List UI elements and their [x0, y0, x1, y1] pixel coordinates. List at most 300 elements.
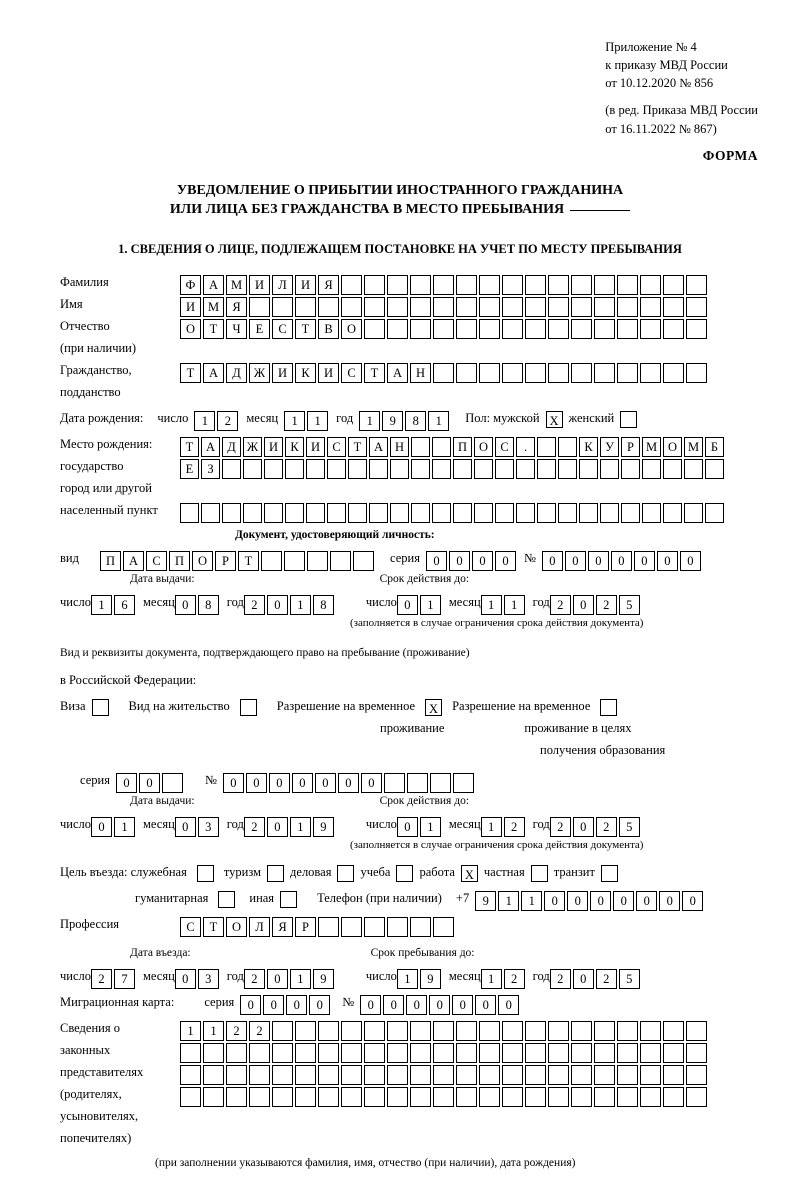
char-box[interactable]: 2 [244, 969, 265, 989]
char-box[interactable]: 3 [198, 817, 219, 837]
citizenship-boxes[interactable] [180, 363, 709, 383]
char-box[interactable]: А [369, 437, 388, 457]
char-box[interactable]: К [579, 437, 598, 457]
char-box[interactable]: Ф [180, 275, 201, 295]
char-box[interactable] [295, 1043, 316, 1063]
birthplace-state-boxes[interactable] [180, 437, 726, 457]
char-box[interactable] [341, 297, 362, 317]
char-box[interactable] [222, 503, 241, 523]
char-box[interactable] [705, 503, 724, 523]
char-box[interactable] [432, 503, 451, 523]
char-box[interactable] [387, 275, 408, 295]
char-box[interactable] [686, 1065, 707, 1085]
purpose-study-checkbox[interactable] [396, 865, 413, 882]
purpose-tourism-checkbox[interactable] [267, 865, 284, 882]
char-box[interactable] [387, 1065, 408, 1085]
char-box[interactable] [387, 1043, 408, 1063]
char-box[interactable]: А [201, 437, 220, 457]
char-box[interactable] [453, 459, 472, 479]
doc-valid-month-boxes[interactable] [481, 595, 527, 615]
char-box[interactable]: Д [226, 363, 247, 383]
residence-permit-checkbox[interactable] [240, 699, 257, 716]
char-box[interactable] [267, 865, 284, 882]
entry-day-boxes[interactable] [91, 969, 137, 989]
char-box[interactable] [369, 459, 388, 479]
char-box[interactable] [364, 297, 385, 317]
char-box[interactable]: 0 [175, 595, 196, 615]
char-box[interactable]: 5 [619, 817, 640, 837]
char-box[interactable]: 0 [588, 551, 609, 571]
char-box[interactable] [548, 297, 569, 317]
char-box[interactable] [640, 297, 661, 317]
char-box[interactable] [594, 1021, 615, 1041]
char-box[interactable] [364, 1043, 385, 1063]
char-box[interactable] [218, 891, 235, 908]
stay-valid-month-boxes[interactable] [481, 817, 527, 837]
char-box[interactable]: Х [425, 699, 442, 716]
char-box[interactable] [306, 459, 325, 479]
char-box[interactable] [571, 363, 592, 383]
char-box[interactable] [249, 297, 270, 317]
char-box[interactable] [579, 503, 598, 523]
char-box[interactable] [318, 1065, 339, 1085]
char-box[interactable]: К [295, 363, 316, 383]
char-box[interactable] [453, 773, 474, 793]
char-box[interactable]: И [295, 275, 316, 295]
char-box[interactable] [92, 699, 109, 716]
char-box[interactable] [479, 297, 500, 317]
char-box[interactable]: Т [180, 437, 199, 457]
char-box[interactable]: Е [180, 459, 199, 479]
char-box[interactable]: 0 [175, 817, 196, 837]
char-box[interactable] [433, 1065, 454, 1085]
char-box[interactable] [571, 297, 592, 317]
char-box[interactable]: 0 [544, 891, 565, 911]
char-box[interactable] [594, 297, 615, 317]
char-box[interactable] [341, 917, 362, 937]
char-box[interactable] [272, 1087, 293, 1107]
char-box[interactable]: 8 [405, 411, 426, 431]
char-box[interactable] [280, 891, 297, 908]
char-box[interactable]: Н [390, 437, 409, 457]
char-box[interactable] [479, 319, 500, 339]
char-box[interactable]: О [341, 319, 362, 339]
char-box[interactable] [390, 459, 409, 479]
stay-to-month-boxes[interactable] [481, 969, 527, 989]
char-box[interactable] [663, 1021, 684, 1041]
char-box[interactable] [474, 503, 493, 523]
purpose-service-checkbox[interactable] [197, 865, 214, 882]
char-box[interactable] [433, 319, 454, 339]
char-box[interactable]: Т [180, 363, 201, 383]
char-box[interactable] [640, 363, 661, 383]
char-box[interactable] [686, 275, 707, 295]
char-box[interactable]: 7 [114, 969, 135, 989]
char-box[interactable] [272, 1021, 293, 1041]
char-box[interactable] [479, 275, 500, 295]
char-box[interactable]: 0 [263, 995, 284, 1015]
char-box[interactable] [243, 459, 262, 479]
char-box[interactable] [621, 503, 640, 523]
char-box[interactable] [226, 1087, 247, 1107]
char-box[interactable] [620, 411, 637, 428]
char-box[interactable]: О [226, 917, 247, 937]
char-box[interactable] [249, 1087, 270, 1107]
char-box[interactable] [617, 297, 638, 317]
char-box[interactable] [548, 363, 569, 383]
char-box[interactable] [571, 1087, 592, 1107]
char-box[interactable] [264, 503, 283, 523]
name-boxes[interactable] [180, 297, 709, 317]
char-box[interactable] [456, 1065, 477, 1085]
char-box[interactable]: 0 [567, 891, 588, 911]
char-box[interactable]: 2 [217, 411, 238, 431]
char-box[interactable] [502, 1065, 523, 1085]
char-box[interactable] [502, 1087, 523, 1107]
char-box[interactable]: 0 [475, 995, 496, 1015]
char-box[interactable] [502, 1043, 523, 1063]
purpose-humanitarian-checkbox[interactable] [218, 891, 235, 908]
char-box[interactable]: Л [272, 275, 293, 295]
char-box[interactable]: 1 [498, 891, 519, 911]
char-box[interactable]: . [516, 437, 535, 457]
char-box[interactable]: М [684, 437, 703, 457]
char-box[interactable]: Р [215, 551, 236, 571]
char-box[interactable] [502, 297, 523, 317]
char-box[interactable] [295, 297, 316, 317]
char-box[interactable] [180, 1065, 201, 1085]
birth-month-boxes[interactable] [284, 411, 330, 431]
char-box[interactable] [663, 503, 682, 523]
stay-to-day-boxes[interactable] [397, 969, 443, 989]
char-box[interactable]: Ж [243, 437, 262, 457]
char-box[interactable]: 0 [498, 995, 519, 1015]
edu-residence-checkbox[interactable] [600, 699, 617, 716]
char-box[interactable] [502, 319, 523, 339]
char-box[interactable]: 0 [267, 595, 288, 615]
char-box[interactable]: С [146, 551, 167, 571]
char-box[interactable] [663, 363, 684, 383]
char-box[interactable]: Т [348, 437, 367, 457]
char-box[interactable] [516, 459, 535, 479]
stay-issue-month-boxes[interactable] [175, 817, 221, 837]
char-box[interactable] [410, 1087, 431, 1107]
char-box[interactable] [640, 1065, 661, 1085]
doc-valid-day-boxes[interactable] [397, 595, 443, 615]
doc-series-boxes[interactable] [426, 551, 518, 571]
char-box[interactable]: 6 [114, 595, 135, 615]
char-box[interactable] [364, 1021, 385, 1041]
char-box[interactable]: И [249, 275, 270, 295]
char-box[interactable]: 1 [180, 1021, 201, 1041]
char-box[interactable] [203, 1043, 224, 1063]
char-box[interactable] [548, 1021, 569, 1041]
char-box[interactable] [601, 865, 618, 882]
char-box[interactable] [433, 297, 454, 317]
char-box[interactable]: И [264, 437, 283, 457]
char-box[interactable]: П [453, 437, 472, 457]
char-box[interactable]: Л [249, 917, 270, 937]
char-box[interactable] [686, 1021, 707, 1041]
char-box[interactable]: 0 [139, 773, 160, 793]
char-box[interactable]: 1 [284, 411, 305, 431]
legal-reps-row-1[interactable] [180, 1021, 709, 1041]
char-box[interactable]: 0 [267, 817, 288, 837]
char-box[interactable] [474, 459, 493, 479]
birthplace-city-boxes[interactable] [180, 459, 726, 479]
char-box[interactable] [571, 319, 592, 339]
char-box[interactable] [456, 363, 477, 383]
char-box[interactable]: 1 [114, 817, 135, 837]
char-box[interactable] [456, 297, 477, 317]
char-box[interactable] [525, 363, 546, 383]
purpose-work-checkbox[interactable] [461, 865, 478, 882]
char-box[interactable]: Т [203, 319, 224, 339]
char-box[interactable]: З [201, 459, 220, 479]
char-box[interactable] [410, 297, 431, 317]
char-box[interactable]: 0 [246, 773, 267, 793]
doc-issue-year-boxes[interactable] [244, 595, 336, 615]
char-box[interactable]: Т [238, 551, 259, 571]
char-box[interactable]: 0 [565, 551, 586, 571]
stay-series-boxes[interactable] [116, 773, 185, 793]
char-box[interactable] [410, 275, 431, 295]
char-box[interactable] [571, 1065, 592, 1085]
char-box[interactable] [479, 1043, 500, 1063]
char-box[interactable] [411, 437, 430, 457]
char-box[interactable] [264, 459, 283, 479]
char-box[interactable] [433, 1087, 454, 1107]
char-box[interactable]: 0 [611, 551, 632, 571]
char-box[interactable]: Х [546, 411, 563, 428]
char-box[interactable]: 0 [292, 773, 313, 793]
char-box[interactable]: 2 [596, 595, 617, 615]
char-box[interactable]: О [192, 551, 213, 571]
char-box[interactable] [525, 1043, 546, 1063]
char-box[interactable]: О [180, 319, 201, 339]
surname-boxes[interactable] [180, 275, 709, 295]
char-box[interactable] [594, 1043, 615, 1063]
char-box[interactable]: 0 [175, 969, 196, 989]
char-box[interactable] [432, 459, 451, 479]
char-box[interactable] [640, 1087, 661, 1107]
char-box[interactable] [479, 1021, 500, 1041]
char-box[interactable]: С [327, 437, 346, 457]
char-box[interactable] [330, 551, 351, 571]
char-box[interactable] [456, 1021, 477, 1041]
char-box[interactable] [686, 319, 707, 339]
char-box[interactable]: 0 [223, 773, 244, 793]
char-box[interactable] [525, 319, 546, 339]
char-box[interactable] [348, 503, 367, 523]
char-box[interactable]: 1 [290, 817, 311, 837]
char-box[interactable]: П [169, 551, 190, 571]
legal-reps-row-2[interactable] [180, 1043, 709, 1063]
char-box[interactable]: 0 [659, 891, 680, 911]
char-box[interactable] [594, 319, 615, 339]
char-box[interactable] [479, 363, 500, 383]
char-box[interactable] [432, 437, 451, 457]
char-box[interactable] [341, 275, 362, 295]
char-box[interactable] [433, 275, 454, 295]
char-box[interactable] [600, 699, 617, 716]
char-box[interactable]: 0 [680, 551, 701, 571]
char-box[interactable]: Х [461, 865, 478, 882]
char-box[interactable]: 0 [309, 995, 330, 1015]
char-box[interactable] [502, 363, 523, 383]
char-box[interactable] [617, 1043, 638, 1063]
char-box[interactable]: 1 [420, 817, 441, 837]
char-box[interactable] [663, 319, 684, 339]
char-box[interactable] [327, 459, 346, 479]
char-box[interactable]: 0 [426, 551, 447, 571]
char-box[interactable] [318, 1021, 339, 1041]
char-box[interactable] [387, 1087, 408, 1107]
char-box[interactable] [617, 319, 638, 339]
char-box[interactable] [226, 1043, 247, 1063]
char-box[interactable] [537, 437, 556, 457]
legal-reps-row-4[interactable] [180, 1087, 709, 1107]
char-box[interactable]: 1 [481, 969, 502, 989]
char-box[interactable]: 0 [573, 595, 594, 615]
char-box[interactable] [479, 1087, 500, 1107]
char-box[interactable] [548, 275, 569, 295]
char-box[interactable] [364, 319, 385, 339]
char-box[interactable]: 0 [361, 773, 382, 793]
char-box[interactable]: 0 [590, 891, 611, 911]
char-box[interactable] [640, 275, 661, 295]
char-box[interactable]: 9 [420, 969, 441, 989]
char-box[interactable]: 0 [91, 817, 112, 837]
char-box[interactable] [240, 699, 257, 716]
char-box[interactable] [663, 1043, 684, 1063]
char-box[interactable] [571, 1021, 592, 1041]
char-box[interactable] [387, 917, 408, 937]
char-box[interactable]: 9 [475, 891, 496, 911]
char-box[interactable]: Ж [249, 363, 270, 383]
char-box[interactable] [456, 1087, 477, 1107]
char-box[interactable] [663, 1087, 684, 1107]
birth-year-boxes[interactable] [359, 411, 451, 431]
char-box[interactable] [341, 1043, 362, 1063]
char-box[interactable] [318, 297, 339, 317]
char-box[interactable]: 0 [472, 551, 493, 571]
char-box[interactable]: А [387, 363, 408, 383]
purpose-private-checkbox[interactable] [531, 865, 548, 882]
char-box[interactable] [411, 503, 430, 523]
char-box[interactable]: 0 [657, 551, 678, 571]
legal-reps-row-3[interactable] [180, 1065, 709, 1085]
char-box[interactable] [226, 1065, 247, 1085]
char-box[interactable] [387, 1021, 408, 1041]
char-box[interactable] [617, 363, 638, 383]
char-box[interactable] [180, 1043, 201, 1063]
char-box[interactable] [180, 503, 199, 523]
char-box[interactable]: 2 [91, 969, 112, 989]
char-box[interactable] [222, 459, 241, 479]
char-box[interactable] [295, 1065, 316, 1085]
char-box[interactable] [686, 297, 707, 317]
char-box[interactable]: 0 [542, 551, 563, 571]
stay-number-boxes[interactable] [223, 773, 476, 793]
char-box[interactable]: 1 [521, 891, 542, 911]
char-box[interactable]: 0 [682, 891, 703, 911]
char-box[interactable] [410, 1043, 431, 1063]
stay-issue-day-boxes[interactable] [91, 817, 137, 837]
char-box[interactable] [396, 865, 413, 882]
char-box[interactable]: 0 [286, 995, 307, 1015]
char-box[interactable]: 0 [397, 817, 418, 837]
char-box[interactable]: 0 [338, 773, 359, 793]
char-box[interactable] [495, 459, 514, 479]
char-box[interactable]: М [203, 297, 224, 317]
purpose-business-checkbox[interactable] [337, 865, 354, 882]
profession-boxes[interactable] [180, 917, 456, 937]
char-box[interactable] [502, 1021, 523, 1041]
char-box[interactable] [295, 1021, 316, 1041]
char-box[interactable] [430, 773, 451, 793]
char-box[interactable]: Ч [226, 319, 247, 339]
char-box[interactable]: 0 [573, 969, 594, 989]
char-box[interactable] [327, 503, 346, 523]
char-box[interactable]: 1 [420, 595, 441, 615]
char-box[interactable]: 0 [116, 773, 137, 793]
char-box[interactable] [433, 363, 454, 383]
char-box[interactable] [594, 363, 615, 383]
char-box[interactable] [364, 275, 385, 295]
char-box[interactable] [318, 1043, 339, 1063]
char-box[interactable] [495, 503, 514, 523]
char-box[interactable] [642, 503, 661, 523]
char-box[interactable]: 2 [596, 969, 617, 989]
char-box[interactable]: 1 [290, 969, 311, 989]
char-box[interactable]: Н [410, 363, 431, 383]
char-box[interactable] [162, 773, 183, 793]
char-box[interactable]: С [180, 917, 201, 937]
char-box[interactable] [686, 1087, 707, 1107]
char-box[interactable]: 9 [313, 817, 334, 837]
char-box[interactable]: 2 [550, 969, 571, 989]
char-box[interactable] [201, 503, 220, 523]
char-box[interactable]: 5 [619, 969, 640, 989]
char-box[interactable]: А [123, 551, 144, 571]
char-box[interactable] [600, 459, 619, 479]
char-box[interactable] [525, 275, 546, 295]
char-box[interactable]: 9 [313, 969, 334, 989]
char-box[interactable] [571, 1043, 592, 1063]
char-box[interactable]: 1 [428, 411, 449, 431]
stay-valid-year-boxes[interactable] [550, 817, 642, 837]
doc-valid-year-boxes[interactable] [550, 595, 642, 615]
char-box[interactable] [594, 275, 615, 295]
char-box[interactable]: 0 [397, 595, 418, 615]
char-box[interactable] [272, 1065, 293, 1085]
char-box[interactable] [621, 459, 640, 479]
char-box[interactable] [407, 773, 428, 793]
char-box[interactable] [261, 551, 282, 571]
char-box[interactable] [353, 551, 374, 571]
char-box[interactable]: 0 [573, 817, 594, 837]
char-box[interactable] [285, 459, 304, 479]
birth-day-boxes[interactable] [194, 411, 240, 431]
char-box[interactable] [617, 1087, 638, 1107]
char-box[interactable]: 1 [481, 595, 502, 615]
char-box[interactable]: 1 [307, 411, 328, 431]
stay-valid-day-boxes[interactable] [397, 817, 443, 837]
char-box[interactable] [640, 1043, 661, 1063]
char-box[interactable] [180, 1087, 201, 1107]
patronymic-boxes[interactable] [180, 319, 709, 339]
